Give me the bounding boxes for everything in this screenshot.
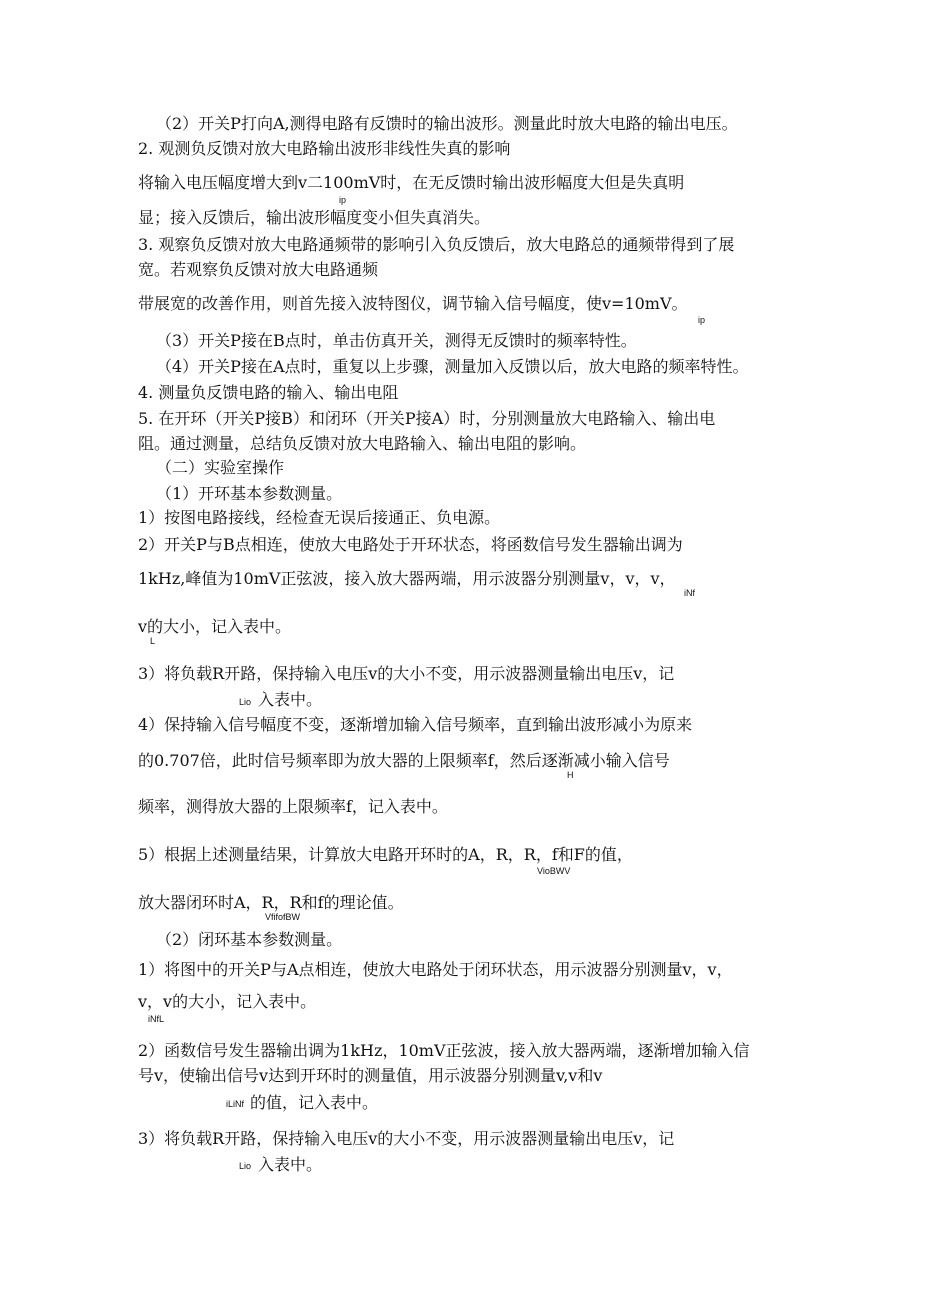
text-line: 号v，使输出信号v达到开环时的测量值，用示波器分别测量v,v和v (138, 1066, 603, 1085)
text-line: 入表中。 (258, 690, 323, 709)
text-line: 带展宽的改善作用，则首先接入波特图仪，调节输入信号幅度，使v=10mV。 (138, 294, 688, 313)
text-line: （3）开关P接在B点时，单击仿真开关，测得无反馈时的频率特性。 (156, 331, 637, 350)
text-line: 频率，测得放大器的上限频率f，记入表中。 (138, 797, 448, 816)
text-line: v，v的大小，记入表中。 (138, 992, 317, 1011)
text-line: 2）开关P与B点相连，使放大电路处于开环状态，将函数信号发生器输出调为 (138, 535, 683, 554)
text-line: 4）保持输入信号幅度不变，逐渐增加输入信号频率，直到输出波形减小为原来 (138, 715, 693, 734)
subscript-label: iNf (684, 588, 695, 598)
text-line: 3. 观察负反馈对放大电路通频带的影响引入负反馈后，放大电路总的通频带得到了展 (138, 235, 735, 254)
text-line: v的大小，记入表中。 (138, 617, 292, 636)
text-line: 2）函数信号发生器输出调为1kHz，10mV正弦波，接入放大器两端，逐渐增加输入信 (138, 1041, 750, 1060)
text-line: （二）实验室操作 (156, 458, 285, 477)
text-line: 1）按图电路接线，经检查无误后接通正、负电源。 (138, 508, 501, 527)
text-line: 5. 在开环（开关P接B）和闭环（开关P接A）时，分别测量放大电路输入、输出电 (138, 409, 716, 428)
subscript-label: ip (698, 315, 706, 325)
subscript-label: Lio (239, 1161, 252, 1171)
text-line: 入表中。 (258, 1155, 323, 1174)
subscript-label: Lio (239, 697, 252, 707)
subscript-label: iLiNf (226, 1099, 245, 1109)
text-line: （2）闭环基本参数测量。 (156, 930, 343, 949)
text-line: 5）根据上述测量结果，计算放大电路开环时的A，R，R，f和F的值， (138, 845, 633, 864)
text-line: 2. 观测负反馈对放大电路输出波形非线性失真的影响 (138, 139, 511, 158)
text-line: 4. 测量负反馈电路的输入、输出电阻 (138, 383, 399, 402)
text-line: 3）将负载R开路，保持输入电压v的大小不变，用示波器测量输出电压v，记 (138, 1129, 675, 1148)
text-line: 阻。通过测量，总结负反馈对放大电路输入、输出电阻的影响。 (138, 434, 587, 453)
text-line: 将输入电压幅度增大到v二100mV时，在无反馈时输出波形幅度大但是失真明 (138, 173, 685, 192)
subscript-label: ip (339, 195, 347, 205)
subscript-label: L (150, 636, 156, 646)
text-line: 显；接入反馈后，输出波形幅度变小但失真消失。 (138, 208, 491, 227)
subscript-label: VioBWV (537, 866, 571, 876)
text-line: 宽。若观察负反馈对放大电路通频 (138, 260, 379, 279)
text-line: （1）开环基本参数测量。 (156, 484, 343, 503)
text-line: 的0.707倍，此时信号频率即为放大器的上限频率f，然后逐渐减小输入信号 (138, 751, 670, 770)
text-line: 1）将图中的开关P与A点相连，使放大电路处于闭环状态，用示波器分别测量v，v， (138, 960, 733, 979)
text-line: （4）开关P接在A点时，重复以上步骤，测量加入反馈以后，放大电路的频率特性。 (156, 357, 749, 376)
text-line: （2）开关P打向A,测得电路有反馈时的输出波形。测量此时放大电路的输出电压。 (156, 114, 738, 133)
subscript-label: VfifofBW (265, 912, 301, 922)
text-line: 3）将负载R开路，保持输入电压v的大小不变，用示波器测量输出电压v，记 (138, 664, 675, 683)
text-line: 的值，记入表中。 (250, 1093, 379, 1112)
subscript-label: iNfL (148, 1014, 165, 1024)
subscript-label: H (567, 770, 574, 780)
text-line: 放大器闭环时A，R，R和f的理论值。 (138, 893, 404, 912)
text-line: 1kHz,峰值为10mV正弦波，接入放大器两端，用示波器分别测量v，v，v， (138, 569, 676, 588)
